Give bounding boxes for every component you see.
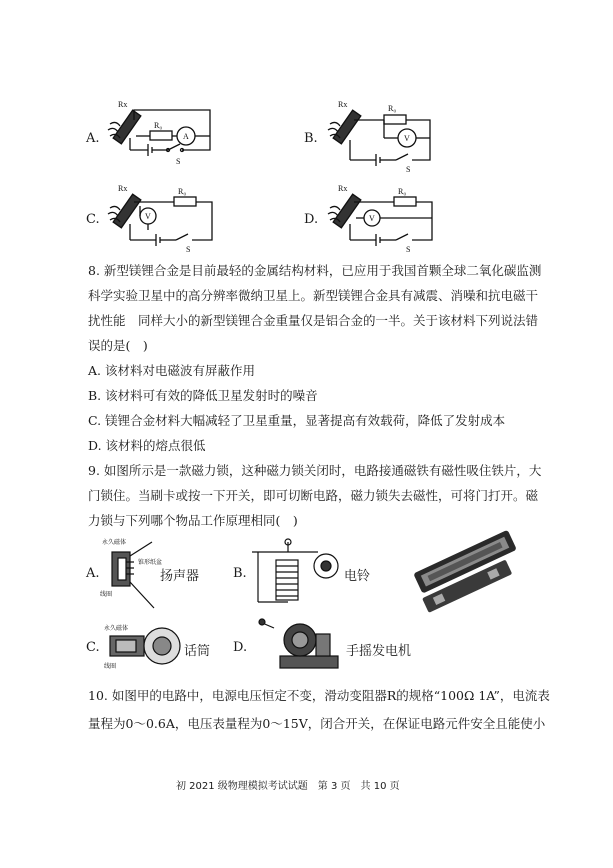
- q8-option-d: D. 该材料的熔点很低: [88, 438, 206, 453]
- meter-symbol: V: [404, 134, 410, 143]
- q8-stem-line: 科学实验卫星中的高分辨率微纳卫星上。新型镁锂合金具有减震、消噪和抗电磁干: [88, 288, 539, 303]
- option-letter: B.: [233, 566, 247, 581]
- label-r0: R₀: [154, 121, 163, 130]
- circuit-diagram-d: [320, 182, 455, 252]
- meter-symbol: V: [369, 214, 375, 223]
- q10-stem-line: 量程为0～0.6A，电压表量程为0～15V，闭合开关，在保证电路元件安全且能使小: [88, 716, 546, 731]
- label-rx: Rx: [338, 184, 348, 193]
- caption-speaker: 扬声器: [160, 569, 200, 584]
- option-letter: A.: [86, 566, 100, 581]
- q9-stem-line: 9. 如图所示是一款磁力锁，这种磁力锁关闭时，电路接通磁铁有磁性吸住铁片，大: [88, 463, 542, 478]
- label-magnet: 永久磁体: [104, 626, 129, 632]
- q8-stem-line: 扰性能 同样大小的新型镁锂合金重量仅是铝合金的一半。关于该材料下列说法错: [88, 313, 539, 328]
- label-r0: R₀: [178, 187, 187, 196]
- q8-stem-line: 误的是( ): [88, 338, 148, 353]
- q9-stem-line: 力锁与下列哪个物品工作原理相同( ): [88, 513, 298, 528]
- option-letter: D.: [304, 212, 319, 227]
- circuit-diagram-a: [100, 98, 235, 168]
- label-switch: S: [406, 245, 411, 254]
- label-rx: Rx: [118, 100, 128, 109]
- meter-symbol: V: [145, 212, 151, 221]
- circuit-diagram-b: [320, 98, 455, 174]
- label-rx: Rx: [118, 184, 128, 193]
- label-coil: 线圈: [104, 664, 117, 670]
- q8-stem-line: 8. 新型镁锂合金是目前最轻的金属结构材料，已应用于我国首颗全球二氧化碳监测: [88, 263, 542, 278]
- option-letter: C.: [86, 640, 100, 655]
- speaker-diagram: [98, 536, 163, 612]
- magnetic-lock-image: [408, 528, 528, 610]
- label-coil: 线圈: [100, 592, 113, 598]
- generator-image: [254, 612, 344, 674]
- label-cone: 锥形纸盆: [138, 560, 163, 566]
- page-footer: 初 2021 级物理模拟考试试题 第 3 页 共 10 页: [176, 781, 400, 792]
- option-letter: B.: [304, 131, 318, 146]
- q10-stem-line: 10. 如图甲的电路中，电源电压恒定不变，滑动变阻器R的规格“100Ω 1A”，电流表: [88, 688, 550, 703]
- label-r0: R₀: [388, 104, 397, 113]
- q9-stem-line: 门锁住。当刷卡或按一下开关，即可切断电路，磁力锁失去磁性，可将门打开。磁: [88, 488, 539, 503]
- option-letter: D.: [233, 640, 248, 655]
- label-switch: S: [406, 165, 411, 174]
- question-9: [88, 458, 541, 533]
- caption-microphone: 话筒: [184, 644, 211, 659]
- q8-option-a: A. 该材料对电磁波有屏蔽作用: [88, 363, 255, 378]
- label-r0: R₀: [398, 187, 407, 196]
- question-10: [88, 682, 550, 738]
- q8-option-c: C. 镁锂合金材料大幅减轻了卫星重量，显著提高有效载荷，降低了发射成本: [88, 413, 506, 428]
- q8-option-b: B. 该材料可有效的降低卫星发射时的噪音: [88, 388, 318, 403]
- label-rx: Rx: [338, 100, 348, 109]
- circuit-diagram-c: [100, 182, 235, 252]
- electric-bell-diagram: [248, 536, 342, 610]
- question-8: [88, 258, 541, 458]
- caption-generator: 手摇发电机: [346, 644, 412, 659]
- microphone-diagram: [98, 622, 184, 672]
- option-letter: A.: [86, 131, 100, 146]
- label-switch: S: [176, 157, 181, 166]
- label-magnet: 永久磁体: [102, 540, 127, 546]
- meter-symbol: A: [183, 132, 189, 141]
- caption-bell: 电铃: [344, 569, 371, 584]
- label-switch: S: [186, 245, 191, 254]
- option-letter: C.: [86, 212, 100, 227]
